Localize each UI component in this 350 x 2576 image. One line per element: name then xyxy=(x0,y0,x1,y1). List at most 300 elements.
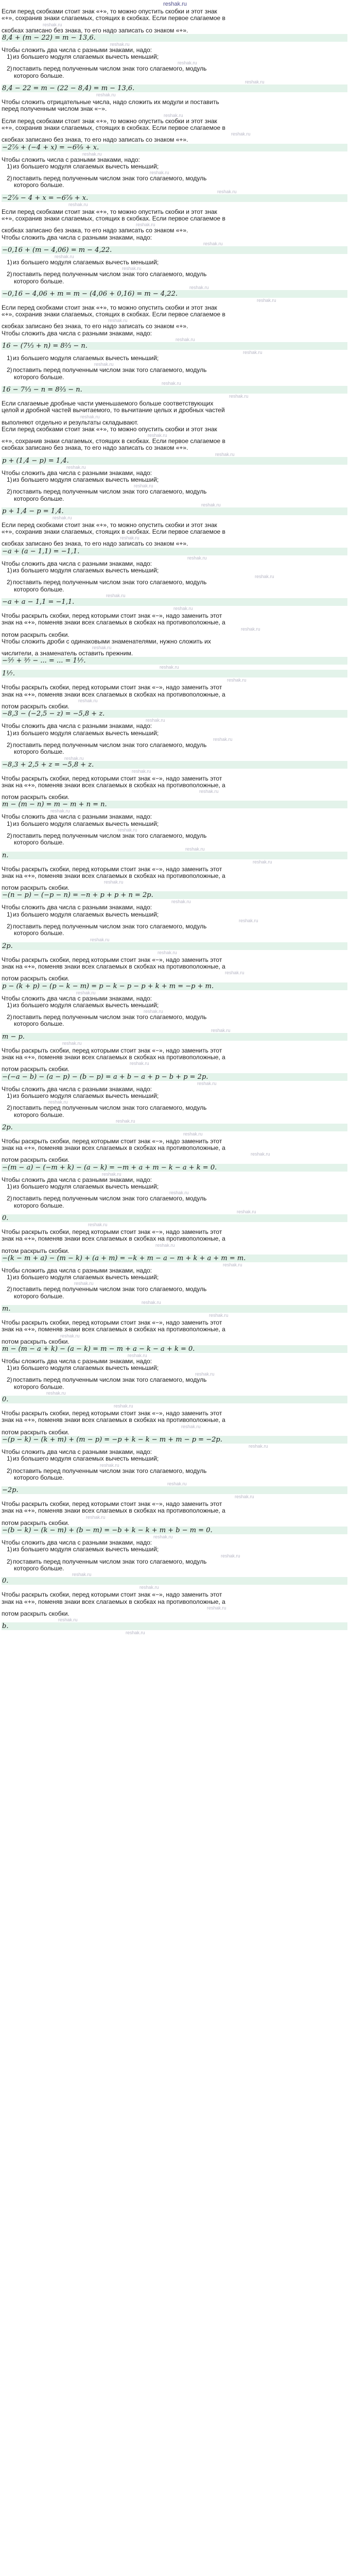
rule-step xyxy=(2,367,347,374)
step-text: из большего модуля слагаемых вычесть меньший; xyxy=(13,1365,159,1372)
intro-line: Чтобы раскрыть скобки, перед которыми стоит знак «−», надо заменить этот xyxy=(2,1047,222,1054)
watermark: reshak.ru xyxy=(171,899,191,905)
step-number: 1) xyxy=(7,911,12,918)
watermark: reshak.ru xyxy=(104,879,124,885)
watermark: reshak.ru xyxy=(176,337,195,343)
rule-step-continuation: которого больше. xyxy=(14,586,64,593)
watermark: reshak.ru xyxy=(223,1262,242,1267)
step-number: 1) xyxy=(7,1183,12,1191)
intro-line: целой и дробной частей вычитаемого, то вычитание целых и дробных частей xyxy=(2,407,225,414)
rule-title: Чтобы сложить два числа с разными знаками, надо: xyxy=(2,723,152,730)
watermark: reshak.ru xyxy=(207,1605,226,1611)
watermark: reshak.ru xyxy=(144,1009,163,1014)
step-number: 2) xyxy=(7,579,12,586)
step-number: 2) xyxy=(7,1105,12,1112)
example-n xyxy=(2,1229,347,1319)
watermark: reshak.ru xyxy=(251,1151,270,1157)
answer-line: −8,3 + 2,5 + z = −5,8 + z. xyxy=(2,761,347,769)
intro-line: Чтобы сложить дроби с одинаковыми знаменателями, нужно сложить их xyxy=(2,638,211,645)
step-text: из большего модуля слагаемых вычесть меньший; xyxy=(13,476,159,483)
rule-step xyxy=(2,1195,347,1202)
example-c xyxy=(2,209,347,304)
rule-step xyxy=(2,1274,347,1281)
intro-line: знак на «+», поменяв знаки всех слагаемых в скобках на противоположные, а xyxy=(2,1417,225,1424)
watermark: reshak.ru xyxy=(130,1061,149,1066)
formula-line: −(m − a) − (−m + k) − (a − k) = −m + a + m − k − a + k = 0. xyxy=(2,1164,347,1172)
watermark: reshak.ru xyxy=(55,253,74,259)
step-number: 2) xyxy=(7,271,12,278)
intro-line: Чтобы раскрыть скобки, перед которыми стоит знак «−», надо заменить этот xyxy=(2,956,222,963)
watermark: reshak.ru xyxy=(173,605,193,611)
watermark: reshak.ru xyxy=(155,1242,175,1248)
formula-line: −8,3 − (−2,5 − z) = −5,8 + z. xyxy=(2,710,347,718)
watermark: reshak.ru xyxy=(221,1553,240,1558)
step-text: из большего модуля слагаемых вычесть меньший; xyxy=(13,259,159,266)
intro-line: Если перед скобками стоит знак «+», то можно опустить скобки и этот знак xyxy=(2,521,217,529)
intro-line: Чтобы сложить два числа с разными знаками, надо: xyxy=(2,330,152,337)
intro-line: потом раскрыть скобки. xyxy=(2,1066,69,1073)
watermark: reshak.ru xyxy=(102,1171,121,1177)
example-m xyxy=(2,1138,347,1229)
formula-line: −(−a − b) − (a − p) − (b − p) = a + b − a + p − b + p = 2p. xyxy=(2,1073,347,1081)
step-text: из большего модуля слагаемых вычесть меньший; xyxy=(13,1274,159,1281)
rule-step-continuation: которого больше. xyxy=(14,1021,64,1028)
watermark: reshak.ru xyxy=(139,1585,159,1590)
step-number: 2) xyxy=(7,1286,12,1293)
watermark: reshak.ru xyxy=(62,1040,82,1046)
step-text: из большего модуля слагаемых вычесть меньший; xyxy=(13,1092,159,1099)
watermark: reshak.ru xyxy=(257,297,276,303)
step-number: 1) xyxy=(7,1365,12,1372)
rule-step xyxy=(2,1105,347,1111)
step-text: из большего модуля слагаемых вычесть меньший; xyxy=(13,820,159,827)
watermark: reshak.ru xyxy=(80,414,100,419)
watermark: reshak.ru xyxy=(146,718,165,723)
rule-title: Чтобы сложить два числа с разными знаками, надо: xyxy=(2,1267,152,1274)
step-number: 1) xyxy=(7,355,12,362)
step-number: 1) xyxy=(7,730,12,737)
watermark: reshak.ru xyxy=(235,1494,254,1500)
intro-line: Чтобы раскрыть скобки, перед которыми стоит знак «−», надо заменить этот xyxy=(2,1591,222,1599)
rule-step xyxy=(2,175,347,182)
step-text: поставить перед полученным числом знак того слагаемого, модуль xyxy=(13,579,207,586)
step-number: 1) xyxy=(7,163,12,170)
rule-step xyxy=(2,488,347,495)
intro-line: знак на «+», поменяв знаки всех слагаемых в скобках на противоположные, а xyxy=(2,619,225,626)
watermark: reshak.ru xyxy=(120,535,139,541)
watermark: reshak.ru xyxy=(122,266,142,272)
rule-step xyxy=(2,911,347,918)
intro-line: знак на «+», поменяв знаки всех слагаемых в скобках на противоположные, а xyxy=(2,1507,225,1515)
intro-line: Чтобы раскрыть скобки, перед которыми стоит знак «−», надо заменить этот xyxy=(2,1138,222,1145)
intro-line: Если перед скобками стоит знак «+», то можно опустить скобки и этот знак xyxy=(2,208,217,215)
answer-line: −a + a − 1,1 = −1,1. xyxy=(2,598,347,606)
watermark: reshak.ru xyxy=(118,827,137,833)
site-domain[interactable]: reshak.ru xyxy=(163,1,187,7)
answer-line: m − p. xyxy=(2,1033,347,1041)
step-text: поставить перед полученным числом знак того слагаемого, модуль xyxy=(13,1558,207,1565)
watermark: reshak.ru xyxy=(110,41,130,47)
rule-step xyxy=(2,730,347,737)
watermark: reshak.ru xyxy=(183,1131,203,1137)
example-q xyxy=(2,1501,347,1591)
intro-line: скобках записано без знака, то его надо записать со знаком «+». xyxy=(2,227,188,234)
rule-step xyxy=(2,821,347,827)
step-text: из большего модуля слагаемых вычесть меньший; xyxy=(13,1183,159,1191)
formula-line: −⁵⁄₇ + ³⁄₇ − ... = ... = 1¹⁄₇. xyxy=(2,657,347,665)
watermark: reshak.ru xyxy=(134,483,153,489)
intro-line: знак на «+», поменяв знаки всех слагаемых в скобках на противоположные, а xyxy=(2,1145,225,1152)
watermark: reshak.ru xyxy=(203,241,223,246)
watermark: reshak.ru xyxy=(96,92,116,98)
rule-step xyxy=(2,1183,347,1190)
step-text: поставить перед полученным числом знак того слагаемого, модуль xyxy=(13,1105,207,1112)
watermark: reshak.ru xyxy=(253,859,272,865)
watermark: reshak.ru xyxy=(100,1462,119,1468)
step-number: 1) xyxy=(7,1274,12,1281)
rule-step-continuation: которого больше. xyxy=(14,1565,64,1572)
intro-line: знак на «+», поменяв знаки всех слагаемых в скобках на противоположные, а xyxy=(2,963,225,970)
step-number: 1) xyxy=(7,567,12,574)
watermark: reshak.ru xyxy=(181,1423,201,1429)
watermark: reshak.ru xyxy=(82,151,102,157)
intro-line: скобках записано без знака, то его надо записать со знаком «+». xyxy=(2,445,188,452)
rule-title: Чтобы сложить два числа с разными знаками, надо: xyxy=(2,1539,152,1547)
example-a xyxy=(2,8,347,99)
watermark: reshak.ru xyxy=(245,79,265,85)
watermark: reshak.ru xyxy=(58,1617,78,1623)
example-f xyxy=(2,522,347,613)
step-number: 1) xyxy=(7,820,12,827)
example-j xyxy=(2,866,347,957)
rule-step-continuation: которого больше. xyxy=(14,930,64,937)
watermark: reshak.ru xyxy=(255,574,274,580)
watermark: reshak.ru xyxy=(237,1209,256,1214)
step-number: 2) xyxy=(7,1195,12,1202)
intro-line: Если перед скобками стоит знак «+», то можно опустить скобки и этот знак xyxy=(2,8,217,15)
intro-line: потом раскрыть скобки. xyxy=(2,1338,69,1345)
watermark: reshak.ru xyxy=(164,112,183,118)
watermark: reshak.ru xyxy=(52,515,72,520)
intro-line: скобках записано без знака, то его надо записать со знаком «+». xyxy=(2,323,188,330)
rule-title: Чтобы сложить два числа с разными знаками, надо: xyxy=(2,1358,152,1365)
intro-line: числители, а знаменатель оставить прежним. xyxy=(2,650,133,657)
intro-line: Чтобы раскрыть скобки, перед которыми стоит знак «−», надо заменить этот xyxy=(2,866,222,873)
intro-line: потом раскрыть скобки. xyxy=(2,1157,69,1164)
step-number: 2) xyxy=(7,1558,12,1565)
formula-line: −0,16 + (m − 4,06) = m − 4,22. xyxy=(2,246,347,254)
rule-step-continuation: которого больше. xyxy=(14,72,64,79)
answer-line: 2p. xyxy=(2,942,347,950)
rule-step xyxy=(2,477,347,483)
answer-line: −2⁷⁄₉ − 4 + x = −6⁷⁄₉ + x. xyxy=(2,194,347,202)
watermark: reshak.ru xyxy=(211,1027,231,1033)
watermark: reshak.ru xyxy=(116,1118,135,1124)
step-text: из большего модуля слагаемых вычесть меньший; xyxy=(13,1002,159,1009)
rule-title: Чтобы сложить два числа с разными знаками, надо: xyxy=(2,46,152,54)
formula-line: −2⁷⁄₉ + (−4 + x) = −6²⁄₉ + x. xyxy=(2,144,347,151)
rule-step-continuation: которого больше. xyxy=(14,1202,64,1209)
intro-line: Чтобы раскрыть скобки, перед которыми стоит знак «−», надо заменить этот xyxy=(2,1228,222,1235)
watermark: reshak.ru xyxy=(64,755,84,761)
watermark: reshak.ru xyxy=(106,592,126,598)
watermark: reshak.ru xyxy=(185,846,205,852)
step-number: 2) xyxy=(7,923,12,930)
rule-step-continuation: которого больше. xyxy=(14,1383,64,1391)
watermark: reshak.ru xyxy=(153,1534,173,1540)
rule-step-continuation: которого больше. xyxy=(14,374,64,381)
watermark: reshak.ru xyxy=(195,1371,215,1377)
rule-title: Чтобы сложить два числа с разными знаками, надо: xyxy=(2,904,152,911)
rule-step xyxy=(2,163,347,170)
step-text: из большего модуля слагаемых вычесть меньший; xyxy=(13,567,159,574)
step-text: поставить перед полученным числом знак того слагаемого, модуль xyxy=(13,1195,207,1202)
rule-step-continuation: которого больше. xyxy=(14,839,64,846)
answer-line: 1¹⁄₇. xyxy=(2,670,347,677)
intro-line: Чтобы сложить отрицательные числа, надо сложить их модули и поставить xyxy=(2,99,219,106)
rule-step xyxy=(2,567,347,574)
step-text: из большего модуля слагаемых вычесть меньший; xyxy=(13,911,159,918)
example-e xyxy=(2,400,347,522)
intro-line: «+», сохранив знаки слагаемых, стоящих в скобках. Если первое слагаемое в xyxy=(2,15,225,22)
watermark: reshak.ru xyxy=(74,1281,94,1286)
answer-line: 8,4 − 22 = m − (22 − 8,4) = m − 13,6. xyxy=(2,84,347,92)
rule-step-continuation: которого больше. xyxy=(14,1111,64,1118)
rule-step xyxy=(2,271,347,278)
rule-step xyxy=(2,833,347,839)
example-o xyxy=(2,1319,347,1410)
step-text: поставить перед полученным числом знак того слагаемого, модуль xyxy=(13,833,207,839)
formula-line: p + (1,4 − p) = 1,4. xyxy=(2,457,347,465)
intro-line: «+», сохранив знаки слагаемых, стоящих в скобках. Если первое слагаемое в xyxy=(2,124,225,131)
watermark: reshak.ru xyxy=(60,1333,80,1338)
step-number: 2) xyxy=(7,833,12,839)
watermark: reshak.ru xyxy=(169,1190,189,1196)
rule-step xyxy=(2,1014,347,1021)
step-text: поставить перед полученным числом знак того слагаемого, модуль xyxy=(13,271,207,278)
intro-line: потом раскрыть скобки. xyxy=(2,1610,69,1617)
watermark: reshak.ru xyxy=(128,1352,147,1358)
intro-line: скобках записано без знака, то его надо записать со знаком «+». xyxy=(2,137,188,144)
step-number: 2) xyxy=(7,488,12,496)
watermark: reshak.ru xyxy=(108,318,128,324)
answer-line: b. xyxy=(2,1622,347,1630)
answer-line: −0,16 − 4,06 + m = m − (4,06 + 0,16) = m − 4,22. xyxy=(2,290,347,298)
watermark: reshak.ru xyxy=(136,222,155,228)
watermark: reshak.ru xyxy=(178,60,197,66)
step-text: поставить перед полученным числом знак того слагаемого, модуль xyxy=(13,923,207,930)
answer-line: 0. xyxy=(2,1214,347,1222)
watermark: reshak.ru xyxy=(157,950,177,955)
rule-step xyxy=(2,1365,347,1371)
formula-line: −(n − p) − (−p − n) = −n + p + p + n = 2p. xyxy=(2,891,347,899)
intro-line: потом раскрыть скобки. xyxy=(2,631,69,638)
intro-line: «+», сохранив знаки слагаемых, стоящих в скобках. Если первое слагаемое в xyxy=(2,438,225,445)
formula-line: −(k − m + a) − (m − k) + (a + m) = −k + m − a − m + k + a + m = m. xyxy=(2,1255,347,1262)
example-b xyxy=(2,99,347,209)
intro-line: Чтобы сложить два числа с разными знаками, надо: xyxy=(2,234,152,241)
intro-line: Чтобы раскрыть скобки, перед которыми стоит знак «−», надо заменить этот xyxy=(2,684,222,691)
rule-title: Чтобы сложить два числа с разными знаками, надо: xyxy=(2,995,152,1002)
step-text: поставить перед полученным числом знак того слагаемого, модуль xyxy=(13,488,207,496)
intro-line: знак на «+», поменяв знаки всех слагаемых в скобках на противоположные, а xyxy=(2,872,225,879)
watermark: reshak.ru xyxy=(162,380,181,386)
intro-line: потом раскрыть скобки. xyxy=(2,885,69,892)
watermark: reshak.ru xyxy=(126,1630,145,1636)
watermark: reshak.ru xyxy=(142,1299,161,1305)
rule-title: Чтобы сложить два числа с разными знаками, надо: xyxy=(2,560,152,567)
watermark: reshak.ru xyxy=(68,201,88,207)
watermark: reshak.ru xyxy=(231,131,251,137)
rule-step xyxy=(2,54,347,60)
intro-line: Если слагаемые дробные части уменьшаемого больше соответствующих xyxy=(2,400,214,407)
watermark: reshak.ru xyxy=(86,1514,106,1520)
formula-line: −(b − k) − (k − m) + (b − m) = −b + k − k + m + b − m = 0. xyxy=(2,1527,347,1534)
answer-line: n. xyxy=(2,852,347,859)
step-number: 2) xyxy=(7,65,12,73)
intro-line: потом раскрыть скобки. xyxy=(2,794,69,801)
watermark: reshak.ru xyxy=(88,1222,108,1227)
rule-title: Чтобы сложить числа с разными знаками, надо: xyxy=(2,156,140,163)
watermark: reshak.ru xyxy=(78,698,98,704)
watermark: reshak.ru xyxy=(225,970,244,976)
rule-step-continuation: которого больше. xyxy=(14,1293,64,1300)
rule-step-continuation: которого больше. xyxy=(14,749,64,756)
watermark: reshak.ru xyxy=(239,918,258,924)
step-text: из большего модуля слагаемых вычесть меньший; xyxy=(13,355,159,362)
watermark: reshak.ru xyxy=(150,170,169,176)
site-header[interactable] xyxy=(0,0,350,8)
watermark: reshak.ru xyxy=(187,555,207,561)
step-number: 2) xyxy=(7,1467,12,1475)
intro-line: знак на «+», поменяв знаки всех слагаемых в скобках на противоположные, а xyxy=(2,1326,225,1333)
step-number: 2) xyxy=(7,175,12,182)
step-text: поставить перед полученным числом знак того слагаемого, модуль xyxy=(13,65,207,73)
intro-line: знак на «+», поменяв знаки всех слагаемых в скобках на противоположные, а xyxy=(2,782,225,789)
intro-line: знак на «+», поменяв знаки всех слагаемых в скобках на противоположные, а xyxy=(2,691,225,698)
rule-step xyxy=(2,1377,347,1383)
watermark: reshak.ru xyxy=(209,1312,229,1318)
intro-line: Чтобы раскрыть скобки, перед которыми стоит знак «−», надо заменить этот xyxy=(2,612,222,619)
watermark: reshak.ru xyxy=(46,1391,66,1396)
example-r xyxy=(2,1591,347,1637)
watermark: reshak.ru xyxy=(167,1481,187,1487)
intro-line: знак на «+», поменяв знаки всех слагаемых в скобках на противоположные, а xyxy=(2,1054,225,1061)
intro-line: потом раскрыть скобки. xyxy=(2,1247,69,1255)
rule-step xyxy=(2,1558,347,1565)
step-text: поставить перед полученным числом знак того слагаемого, модуль xyxy=(13,1286,207,1293)
intro-line: Чтобы раскрыть скобки, перед которыми стоит знак «−», надо заменить этот xyxy=(2,1501,222,1508)
rule-step xyxy=(2,259,347,266)
watermark: reshak.ru xyxy=(132,768,151,774)
step-number: 1) xyxy=(7,259,12,266)
rule-step xyxy=(2,923,347,930)
answer-line: 16 − 7¹⁄₃ − n = 8²⁄₃ − n. xyxy=(2,386,347,394)
rule-title: Чтобы сложить два числа с разными знаками, надо: xyxy=(2,814,152,821)
watermark: reshak.ru xyxy=(114,1403,133,1409)
answer-line: m. xyxy=(2,1305,347,1313)
watermark: reshak.ru xyxy=(197,1080,217,1086)
example-h xyxy=(2,684,347,775)
rule-title: Чтобы сложить два числа с разными знаками, надо: xyxy=(2,1176,152,1183)
intro-line: Чтобы раскрыть скобки, перед которыми стоит знак «−», надо заменить этот xyxy=(2,775,222,782)
intro-line: Если перед скобками стоит знак «+», то можно опустить скобки и этот знак xyxy=(2,304,217,311)
intro-line: «+», сохранив знаки слагаемых, стоящих в скобках. Если первое слагаемое в xyxy=(2,215,225,223)
rule-step-continuation: которого больше. xyxy=(14,1474,64,1481)
example-i xyxy=(2,775,347,866)
rule-step xyxy=(2,1002,347,1009)
step-text: из большего модуля слагаемых вычесть меньший; xyxy=(13,1546,159,1553)
watermark: reshak.ru xyxy=(215,451,235,457)
watermark: reshak.ru xyxy=(201,502,221,507)
rule-title: Чтобы сложить два числа с разными знаками, надо: xyxy=(2,1086,152,1093)
intro-line: скобках записано без знака, то его надо записать со знаком «+». xyxy=(2,27,188,34)
intro-line: знак на «+», поменяв знаки всех слагаемых в скобках на противоположные, а xyxy=(2,1598,225,1605)
step-text: поставить перед полученным числом знак того слагаемого, модуль xyxy=(13,1377,207,1384)
step-text: из большего модуля слагаемых вычесть меньший; xyxy=(13,163,159,170)
watermark: reshak.ru xyxy=(227,677,247,683)
formula-line: 8,4 + (m − 22) = m − 13,6. xyxy=(2,34,347,42)
answer-line: p + 1,4 − p = 1,4. xyxy=(2,507,347,515)
rule-step xyxy=(2,742,347,749)
step-text: из большего модуля слагаемых вычесть меньший; xyxy=(13,730,159,737)
watermark: reshak.ru xyxy=(160,665,179,670)
intro-line: потом раскрыть скобки. xyxy=(2,1429,69,1436)
example-k xyxy=(2,957,347,1047)
step-text: поставить перед полученным числом знак того слагаемого, модуль xyxy=(13,367,207,374)
watermark: reshak.ru xyxy=(72,1572,92,1578)
watermark: reshak.ru xyxy=(189,284,209,290)
rule-title: Чтобы сложить два числа с разными знаками, надо: xyxy=(2,469,152,477)
watermark: reshak.ru xyxy=(94,362,114,367)
watermark: reshak.ru xyxy=(43,22,62,27)
rule-step xyxy=(2,579,347,586)
intro-line: потом раскрыть скобки. xyxy=(2,703,69,710)
formula-line: p − (k + p) − (p − k − m) = p − k − p − p + k + m = −p + m. xyxy=(2,982,347,990)
example-p xyxy=(2,1410,347,1501)
step-text: поставить перед полученным числом знак того слагаемого, модуль xyxy=(13,1014,207,1021)
rule-step-continuation: которого больше. xyxy=(14,495,64,502)
step-text: поставить перед полученным числом знак того слагаемого, модуль xyxy=(13,175,207,182)
step-number: 1) xyxy=(7,476,12,483)
rule-step xyxy=(2,1455,347,1462)
rule-step xyxy=(2,65,347,72)
rule-step xyxy=(2,1286,347,1293)
watermark: reshak.ru xyxy=(92,645,112,651)
step-number: 1) xyxy=(7,1092,12,1099)
answer-line: 0. xyxy=(2,1577,347,1585)
step-number: 1) xyxy=(7,1546,12,1553)
intro-line: скобках записано без знака, то его надо записать со знаком «+». xyxy=(2,540,188,548)
intro-line: «+», сохранив знаки слагаемых, стоящих в скобках. Если первое слагаемое в xyxy=(2,311,225,318)
intro-line: Если перед скобками стоит знак «+», то можно опустить скобки и этот знак xyxy=(2,426,217,433)
intro-line: потом раскрыть скобки. xyxy=(2,1519,69,1527)
step-number: 2) xyxy=(7,741,12,749)
watermark: reshak.ru xyxy=(213,736,233,742)
rule-step xyxy=(2,355,347,362)
answer-line: −2p. xyxy=(2,1486,347,1494)
watermark: reshak.ru xyxy=(243,350,262,355)
example-l xyxy=(2,1047,347,1138)
intro-line: знак на «+», поменяв знаки всех слагаемых в скобках на противоположные, а xyxy=(2,1235,225,1243)
watermark: reshak.ru xyxy=(48,1099,68,1105)
intro-line: выполняют отдельно и результаты складывают. xyxy=(2,419,138,426)
example-d xyxy=(2,304,347,400)
rule-step xyxy=(2,1468,347,1475)
rule-step xyxy=(2,1546,347,1553)
watermark: reshak.ru xyxy=(90,937,110,942)
watermark: reshak.ru xyxy=(66,464,86,470)
